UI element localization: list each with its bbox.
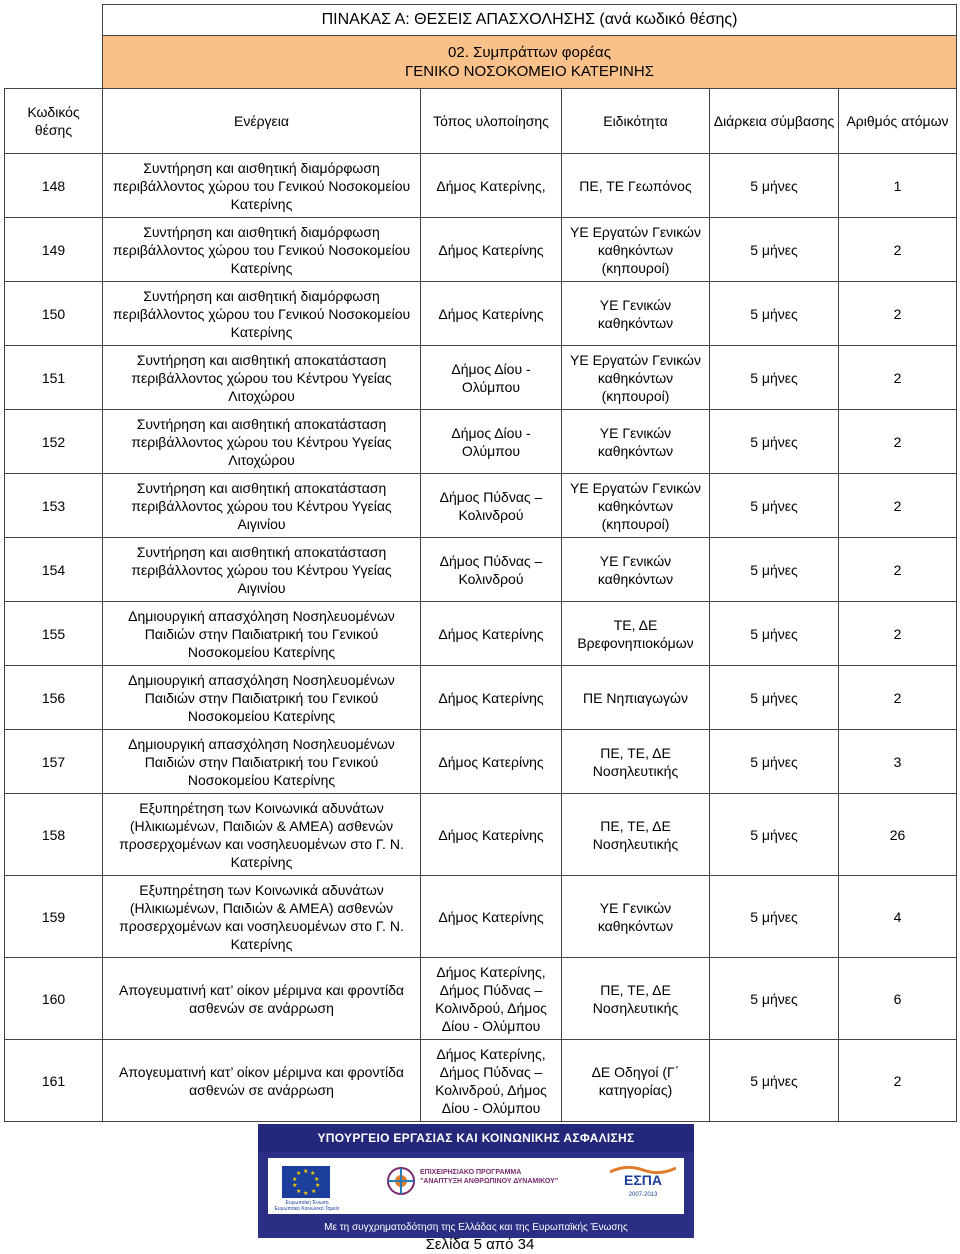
cell-location: Δήμος Κατερίνης	[421, 602, 562, 666]
table-subtitle	[103, 36, 957, 89]
table-row	[5, 876, 957, 958]
cell-duration: 5 μήνες	[710, 794, 839, 876]
espa-years: 2007-2013	[628, 1192, 658, 1198]
table-row	[5, 346, 957, 410]
cell-code: 152	[5, 410, 103, 474]
cell-location: Δήμος Κατερίνης	[421, 666, 562, 730]
cell-duration: 5 μήνες	[710, 538, 839, 602]
program-name	[420, 1168, 570, 1186]
eu-flag-icon: ★ ★ ★ ★ ★ ★ ★ ★ ★ ★	[282, 1166, 330, 1198]
blank-corner-2	[5, 36, 103, 89]
blank-corner	[5, 5, 103, 36]
header-duration: Διάρκεια σύμβασης	[710, 89, 839, 154]
cell-activity: Συντήρηση και αισθητική διαμόρφωση περιβάλλοντος χώρου του Γενικού Νοσοκομείου Κατερίνης	[103, 282, 421, 346]
cell-code: 161	[5, 1040, 103, 1122]
table-row	[5, 602, 957, 666]
cell-specialty: ΥΕ Εργατών Γενικών καθηκόντων (κηπουροί)	[562, 218, 710, 282]
cell-activity: Δημιουργική απασχόληση Νοσηλευομένων Παιδιών στην Παιδιατρική του Γενικού Νοσοκομείου Κατερίνης	[103, 602, 421, 666]
cell-count: 2	[839, 666, 957, 730]
cell-activity: Απογευματινή κατ’ οίκον μέριμνα και φροντίδα ασθενών σε ανάρρωση	[103, 1040, 421, 1122]
cell-specialty: ΥΕ Γενικών καθηκόντων	[562, 538, 710, 602]
cell-duration: 5 μήνες	[710, 666, 839, 730]
cell-count: 2	[839, 474, 957, 538]
cell-count: 3	[839, 730, 957, 794]
cell-code: 155	[5, 602, 103, 666]
table-row	[5, 958, 957, 1040]
cell-location: Δήμος Πύδνας – Κολινδρού	[421, 474, 562, 538]
cell-location: Δήμος Κατερίνης	[421, 282, 562, 346]
subtitle-line2: ΓΕΝΙΚΟ ΝΟΣΟΚΟΜΕΙΟ ΚΑΤΕΡΙΝΗΣ	[405, 63, 654, 80]
cofinance-note: Με τη συγχρηματοδότηση της Ελλάδας και της Ευρωπαϊκής Ένωσης	[324, 1222, 628, 1233]
cell-location: Δήμος Δίου - Ολύμπου	[421, 346, 562, 410]
espa-logo	[610, 1164, 676, 1202]
cell-activity: Συντήρηση και αισθητική διαμόρφωση περιβάλλοντος χώρου του Γενικού Νοσοκομείου Κατερίνης	[103, 218, 421, 282]
cell-duration: 5 μήνες	[710, 474, 839, 538]
cell-specialty: ΥΕ Εργατών Γενικών καθηκόντων (κηπουροί)	[562, 474, 710, 538]
cell-activity: Συντήρηση και αισθητική διαμόρφωση περιβάλλοντος χώρου του Γενικού Νοσοκομείου Κατερίνης	[103, 154, 421, 218]
cell-activity: Απογευματινή κατ’ οίκον μέριμνα και φροντίδα ασθενών σε ανάρρωση	[103, 958, 421, 1040]
table-row	[5, 730, 957, 794]
cell-code: 150	[5, 282, 103, 346]
program-line2: "ΑΝΑΠΤΥΞΗ ΑΝΘΡΩΠΙΝΟΥ ΔΥΝΑΜΙΚΟΥ"	[420, 1178, 559, 1185]
cell-activity: Συντήρηση και αισθητική αποκατάσταση περιβάλλοντος χώρου του Κέντρου Υγείας Λιτοχώρου	[103, 410, 421, 474]
table-body	[5, 154, 957, 1122]
cell-specialty: ΥΕ Γενικών καθηκόντων	[562, 282, 710, 346]
program-logo-icon	[386, 1166, 416, 1196]
cell-location: Δήμος Πύδνας – Κολινδρού	[421, 538, 562, 602]
cell-specialty: ΠΕ, ΤΕ, ΔΕ Νοσηλευτικής	[562, 958, 710, 1040]
cell-duration: 5 μήνες	[710, 730, 839, 794]
cell-duration: 5 μήνες	[710, 282, 839, 346]
table-row	[5, 1040, 957, 1122]
cell-code: 156	[5, 666, 103, 730]
cell-location: Δήμος Κατερίνης,	[421, 154, 562, 218]
cell-activity: Δημιουργική απασχόληση Νοσηλευομένων Παιδιών στην Παιδιατρική του Γενικού Νοσοκομείου Κατερίνης	[103, 730, 421, 794]
cell-count: 1	[839, 154, 957, 218]
cell-code: 153	[5, 474, 103, 538]
cell-code: 158	[5, 794, 103, 876]
table-row	[5, 666, 957, 730]
cell-count: 2	[839, 1040, 957, 1122]
cell-code: 159	[5, 876, 103, 958]
cell-duration: 5 μήνες	[710, 958, 839, 1040]
cell-code: 151	[5, 346, 103, 410]
header-count: Αριθμός ατόμων	[839, 89, 957, 154]
header-row	[5, 89, 957, 154]
cell-location: Δήμος Κατερίνης	[421, 730, 562, 794]
page-number: Σελίδα 5 από 34	[425, 1236, 535, 1253]
table-row	[5, 282, 957, 346]
cell-duration: 5 μήνες	[710, 346, 839, 410]
funding-banner	[258, 1124, 694, 1238]
cell-activity: Συντήρηση και αισθητική αποκατάσταση περιβάλλοντος χώρου του Κέντρου Υγείας Αιγινίου	[103, 538, 421, 602]
cell-specialty: ΥΕ Γενικών καθηκόντων	[562, 876, 710, 958]
cell-code: 149	[5, 218, 103, 282]
cell-count: 2	[839, 602, 957, 666]
header-activity: Ενέργεια	[103, 89, 421, 154]
document-page	[4, 4, 956, 1122]
cell-location: Δήμος Δίου - Ολύμπου	[421, 410, 562, 474]
header-code: Κωδικός θέσης	[5, 89, 103, 154]
cell-count: 2	[839, 346, 957, 410]
ministry-title: ΥΠΟΥΡΓΕΙΟ ΕΡΓΑΣΙΑΣ ΚΑΙ ΚΟΙΝΩΝΙΚΗΣ ΑΣΦΑΛΙΣΗΣ	[258, 1124, 694, 1152]
program-line1: ΕΠΙΧΕΙΡΗΣΙΑΚΟ ΠΡΟΓΡΑΜΜΑ	[420, 1169, 522, 1176]
cell-activity: Συντήρηση και αισθητική αποκατάσταση περιβάλλοντος χώρου του Κέντρου Υγείας Λιτοχώρου	[103, 346, 421, 410]
cell-activity: Εξυπηρέτηση των Κοινωνικά αδυνάτων (Ηλικιωμένων, Παιδιών & ΑΜΕΑ) ασθενών προσερχομένων και νοσηλευομένων στο Γ. Ν. Κατερίνης	[103, 794, 421, 876]
cell-specialty: ΤΕ, ΔΕ Βρεφονηπιοκόμων	[562, 602, 710, 666]
cell-code: 148	[5, 154, 103, 218]
positions-table	[4, 4, 957, 1122]
cell-duration: 5 μήνες	[710, 876, 839, 958]
cell-specialty: ΥΕ Γενικών καθηκόντων	[562, 410, 710, 474]
cell-duration: 5 μήνες	[710, 154, 839, 218]
eu-caption: Ευρωπαϊκή Ένωση Ευρωπαϊκό Κοινωνικό Ταμείο	[274, 1200, 340, 1212]
cell-code: 157	[5, 730, 103, 794]
cell-activity: Συντήρηση και αισθητική αποκατάσταση περιβάλλοντος χώρου του Κέντρου Υγείας Αιγινίου	[103, 474, 421, 538]
logos-strip	[268, 1158, 684, 1214]
table-row	[5, 410, 957, 474]
cell-specialty: ΔΕ Οδηγοί (Γ΄ κατηγορίας)	[562, 1040, 710, 1122]
table-row	[5, 794, 957, 876]
table-row	[5, 538, 957, 602]
cell-specialty: ΥΕ Εργατών Γενικών καθηκόντων (κηπουροί)	[562, 346, 710, 410]
cell-code: 154	[5, 538, 103, 602]
cell-count: 2	[839, 282, 957, 346]
cell-specialty: ΠΕ, ΤΕ, ΔΕ Νοσηλευτικής	[562, 730, 710, 794]
cell-count: 4	[839, 876, 957, 958]
table-row	[5, 474, 957, 538]
table-title: ΠΙΝΑΚΑΣ Α: ΘΕΣΕΙΣ ΑΠΑΣΧΟΛΗΣΗΣ (ανά κωδικό θέσης)	[103, 5, 957, 36]
cell-specialty: ΠΕ, ΤΕ, ΔΕ Νοσηλευτικής	[562, 794, 710, 876]
cell-location: Δήμος Κατερίνης	[421, 218, 562, 282]
cell-count: 26	[839, 794, 957, 876]
cell-duration: 5 μήνες	[710, 602, 839, 666]
cell-duration: 5 μήνες	[710, 1040, 839, 1122]
cell-location: Δήμος Κατερίνης, Δήμος Πύδνας – Κολινδρού, Δήμος Δίου - Ολύμπου	[421, 958, 562, 1040]
cell-location: Δήμος Κατερίνης	[421, 876, 562, 958]
subtitle-line1: 02. Συμπράττων φορέας	[448, 44, 611, 61]
cell-location: Δήμος Κατερίνης, Δήμος Πύδνας – Κολινδρού, Δήμος Δίου - Ολύμπου	[421, 1040, 562, 1122]
cell-count: 2	[839, 538, 957, 602]
cell-activity: Εξυπηρέτηση των Κοινωνικά αδυνάτων (Ηλικιωμένων, Παιδιών & ΑΜΕΑ) ασθενών προσερχομένων και νοσηλευομένων στο Γ. Ν. Κατερίνης	[103, 876, 421, 958]
cell-duration: 5 μήνες	[710, 410, 839, 474]
cell-count: 6	[839, 958, 957, 1040]
cell-count: 2	[839, 410, 957, 474]
espa-word: ΕΣΠΑ	[624, 1172, 662, 1188]
table-row	[5, 218, 957, 282]
header-specialty: Ειδικότητα	[562, 89, 710, 154]
cell-specialty: ΠΕ Νηπιαγωγών	[562, 666, 710, 730]
cell-duration: 5 μήνες	[710, 218, 839, 282]
cell-location: Δήμος Κατερίνης	[421, 794, 562, 876]
cell-activity: Δημιουργική απασχόληση Νοσηλευομένων Παιδιών στην Παιδιατρική του Γενικού Νοσοκομείου Κατερίνης	[103, 666, 421, 730]
header-location: Τόπος υλοποίησης	[421, 89, 562, 154]
cell-specialty: ΠΕ, ΤΕ Γεωπόνος	[562, 154, 710, 218]
table-row	[5, 154, 957, 218]
cell-code: 160	[5, 958, 103, 1040]
cell-count: 2	[839, 218, 957, 282]
